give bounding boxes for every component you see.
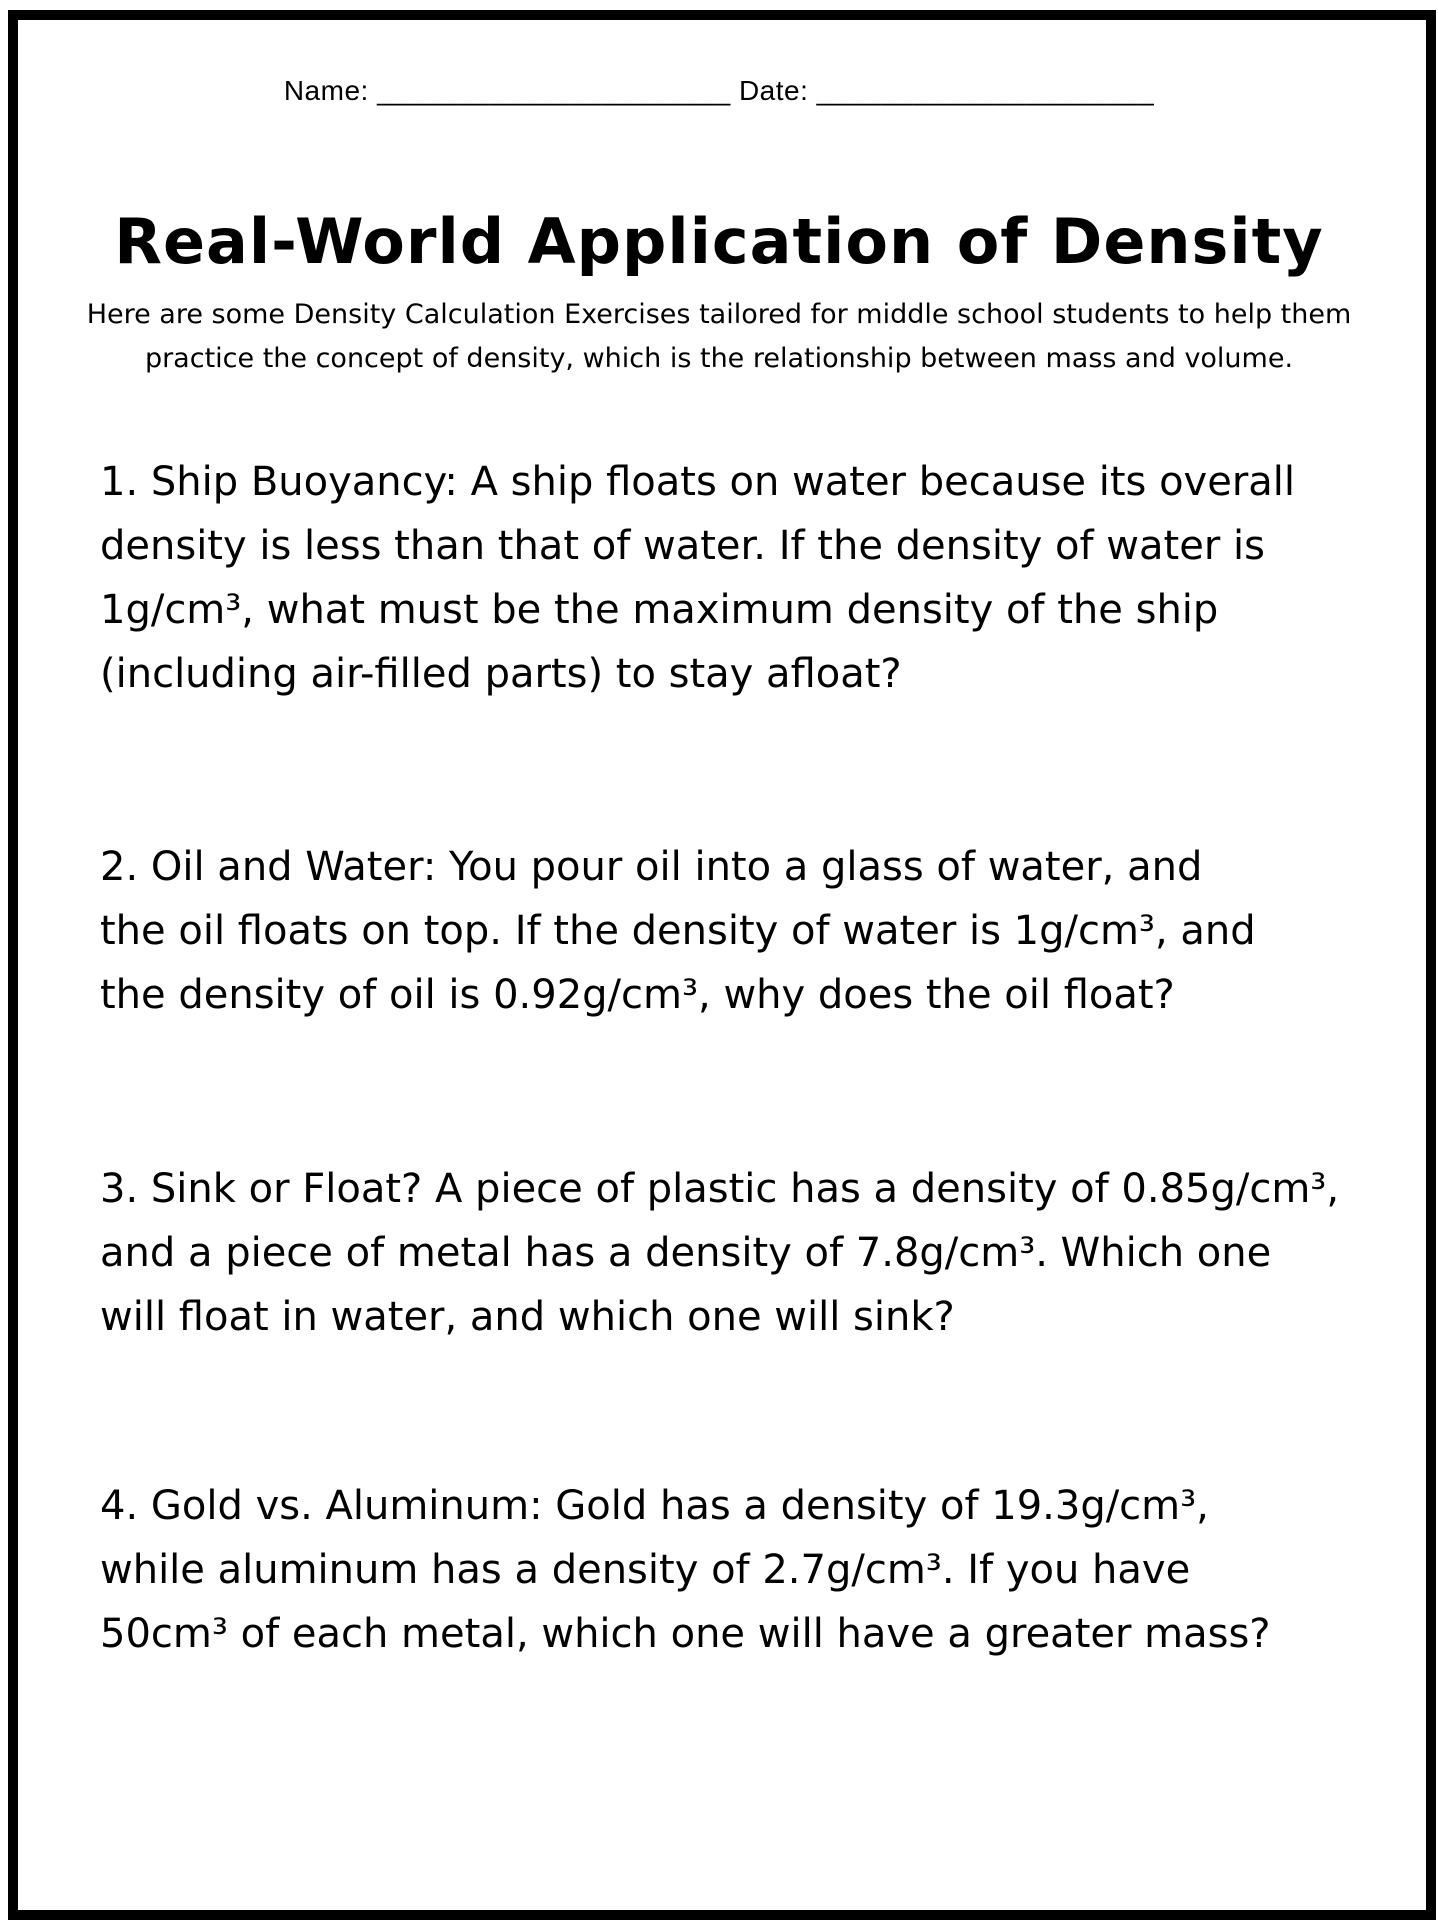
question-1 [100, 450, 1360, 706]
name-date-line[interactable]: Name: ______________________ Date: _____________________ [283, 75, 1155, 106]
question-4 [100, 1474, 1360, 1666]
question-line: 4. Gold vs. Aluminum: Gold has a density of 19.3g/cm³, [100, 1483, 1209, 1529]
question-line: the density of oil is 0.92g/cm³, why does the oil float? [100, 972, 1175, 1018]
page-title: Real-World Application of Density [114, 205, 1324, 278]
intro-paragraph [50, 293, 1388, 381]
question-2 [100, 835, 1360, 1027]
question-line: while aluminum has a density of 2.7g/cm³. If you have [100, 1547, 1191, 1593]
question-line: 3. Sink or Float? A piece of plastic has a density of 0.85g/cm³, [100, 1166, 1340, 1212]
question-line: the oil floats on top. If the density of water is 1g/cm³, and [100, 908, 1256, 954]
intro-line: practice the concept of density, which is the relationship between mass and volume. [144, 343, 1294, 374]
question-line: 1g/cm³, what must be the maximum density of the ship [100, 587, 1219, 633]
question-3 [100, 1157, 1360, 1349]
question-line: 50cm³ of each metal, which one will have a greater mass? [100, 1611, 1271, 1657]
question-line: 2. Oil and Water: You pour oil into a glass of water, and [100, 844, 1203, 890]
intro-line: Here are some Density Calculation Exercises tailored for middle school students to help them [86, 299, 1352, 330]
question-line: density is less than that of water. If the density of water is [100, 523, 1265, 569]
question-line: will float in water, and which one will sink? [100, 1294, 955, 1340]
question-line: and a piece of metal has a density of 7.8g/cm³. Which one [100, 1230, 1272, 1276]
question-line: (including air-filled parts) to stay afloat? [100, 651, 902, 697]
question-line: 1. Ship Buoyancy: A ship floats on water because its overall [100, 459, 1296, 505]
